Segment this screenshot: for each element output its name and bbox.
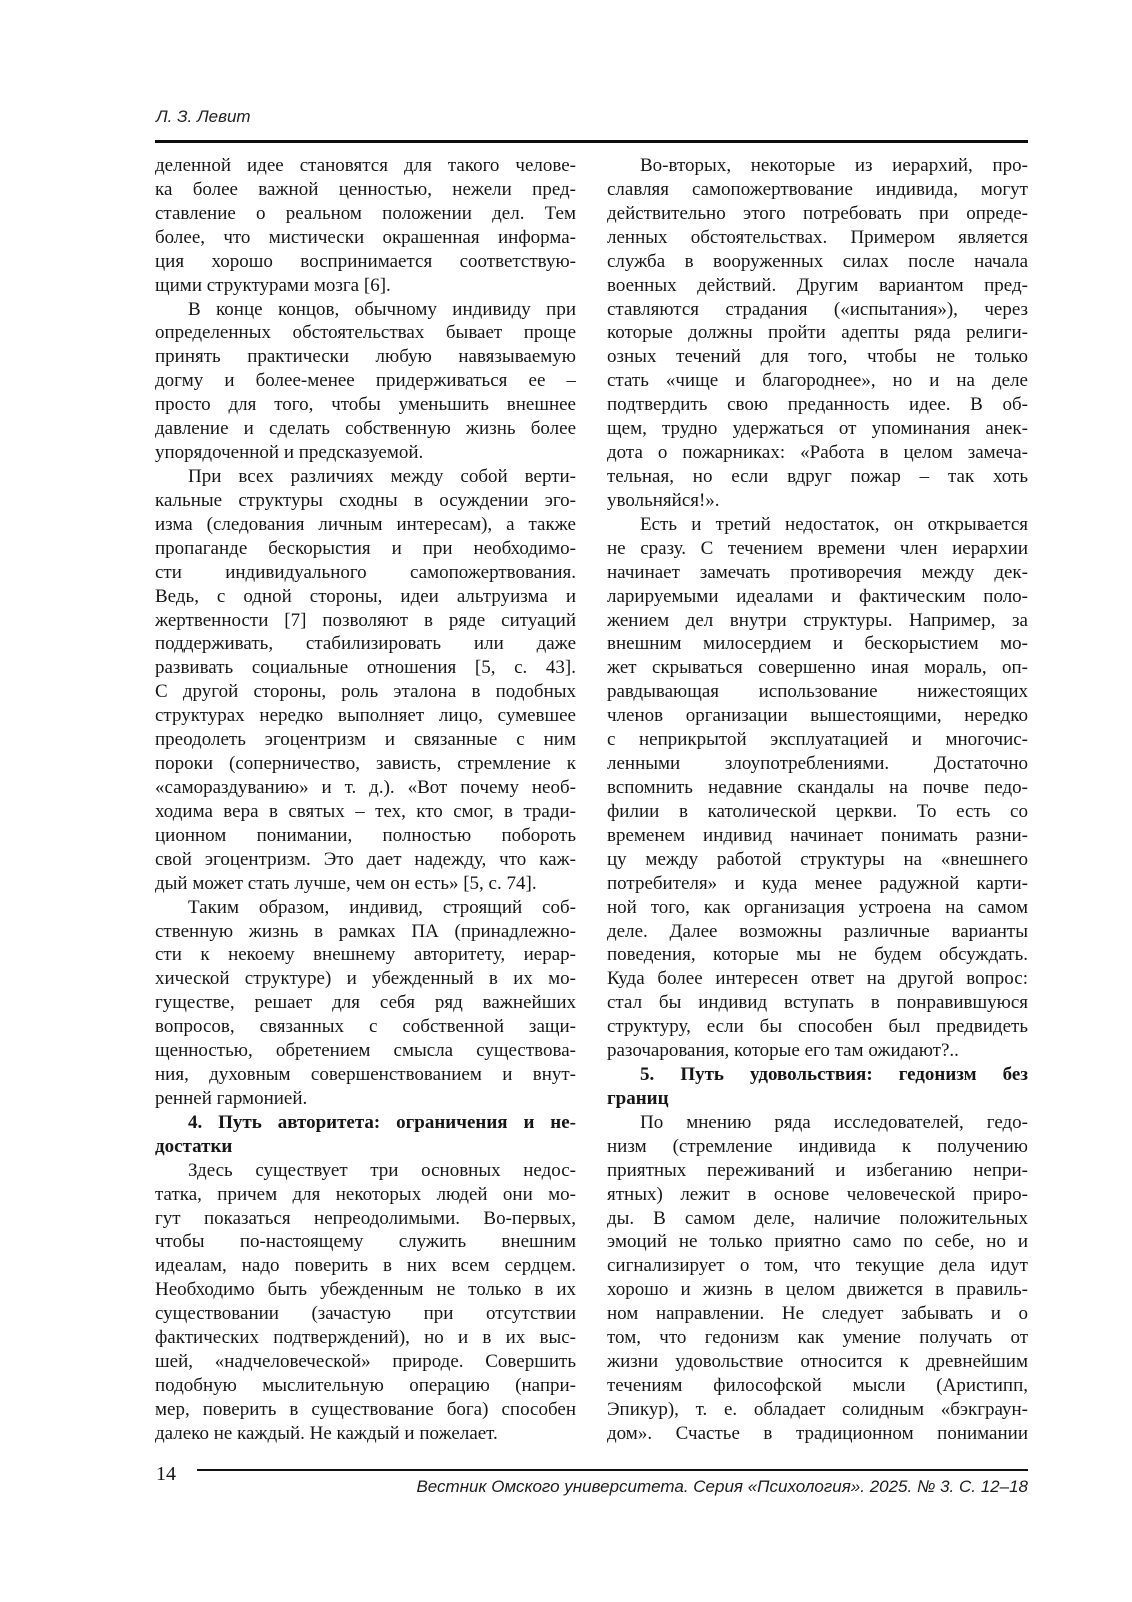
text-line: пропаганде бескорыстия и при необходимо- xyxy=(155,537,576,559)
text-line: чтобы по-настоящему служить внешним xyxy=(155,1231,576,1253)
text-line: временем индивид начинает понимать разни- xyxy=(607,824,1028,846)
paragraph xyxy=(155,1159,576,1446)
text-line: структуру, если бы способен был предвидеть xyxy=(607,1016,1028,1038)
text-line: хической структуре) и убежденный в их мо- xyxy=(155,968,576,990)
text-line: стал бы индивид вступать в понравившуюся xyxy=(607,992,1028,1014)
text-line: ном направлении. Не следует забывать и о xyxy=(607,1303,1028,1325)
text-line: эмоций не только приятно само по себе, но и xyxy=(607,1231,1028,1253)
text-line: просто для того, чтобы уменьшить внешнее xyxy=(155,394,576,416)
text-line: ятных) лежит в основе человеческой приро- xyxy=(607,1183,1028,1205)
text-line: Куда более интересен ответ на другой вопрос: xyxy=(607,968,1028,990)
text-line: жизни удовольствие относится к древнейшим xyxy=(607,1351,1028,1373)
text-line: С другой стороны, роль эталона в подобных xyxy=(155,681,576,703)
text-line: приятных переживаний и избеганию непри- xyxy=(607,1159,1028,1181)
text-line: равдывающая использование нижестоящих xyxy=(607,681,1028,703)
text-line: действительно этого потребовать при опреде- xyxy=(607,202,1028,224)
text-line: татка, причем для некоторых людей они мо- xyxy=(155,1183,576,1205)
paragraph xyxy=(607,154,1028,513)
left-column xyxy=(155,154,576,1446)
text-line: ной того, как организация устроена на самом xyxy=(607,896,1028,918)
text-line: хорошо и жизнь в целом движется в правиль- xyxy=(607,1279,1028,1301)
text-line: догму и более-менее придерживаться ее – xyxy=(155,370,576,392)
text-line: достатки xyxy=(155,1135,233,1157)
text-line: жением дел внутри структуры. Например, за xyxy=(607,609,1028,631)
text-line: ставляются страдания («испытания»), через xyxy=(607,298,1028,320)
journal-citation-line: Вестник Омского университета. Серия «Психология». 2025. № 3. С. 12–18 xyxy=(416,1477,1028,1496)
text-line: сти индивидуального самопожертвования. xyxy=(155,561,576,583)
text-line: В конце концов, обычному индивиду при xyxy=(188,298,576,320)
text-line: стать «чище и благороднее», но и на деле xyxy=(607,370,1028,392)
text-line: структурах нередко выполняет лицо, сумевшее xyxy=(155,705,576,727)
text-line: ходима вера в святых – тех, кто смог, в тради- xyxy=(155,800,576,822)
text-line: вспомнить недавние скандалы на почве педо- xyxy=(607,776,1028,798)
text-line: ленных обстоятельствах. Примером является xyxy=(607,226,1028,248)
text-line: щенностью, обретением смысла существова- xyxy=(155,1040,576,1062)
footer-rule xyxy=(197,1469,1028,1471)
text-line: озных течений для того, чтобы не только xyxy=(607,346,1028,368)
text-line: Есть и третий недостаток, он открывается xyxy=(640,513,1028,535)
text-line: жертвенности [7] позволяют в ряде ситуаций xyxy=(155,609,576,631)
right-column xyxy=(607,154,1028,1446)
text-line: 5. Путь удовольствия: гедонизм без xyxy=(640,1064,1028,1086)
text-line: определенных обстоятельствах бывает проще xyxy=(155,322,576,344)
text-line: кальные структуры сходны в осуждении эго- xyxy=(155,489,576,511)
section-heading xyxy=(607,1063,1028,1111)
text-line: подтвердить свою преданность идее. В об- xyxy=(607,394,1028,416)
section-heading xyxy=(155,1111,576,1159)
text-line: славляя самопожертвование индивида, могут xyxy=(607,178,1028,200)
text-line: с неприкрытой эксплуатацией и многочис- xyxy=(607,729,1028,751)
text-line: фактических подтверждений), но и в их выс- xyxy=(155,1327,576,1349)
page-number: 14 xyxy=(156,1463,176,1485)
text-line: дота о пожарниках: «Работа в целом замеча- xyxy=(607,442,1028,464)
text-line: сти к некоему внешнему авторитету, иерар- xyxy=(155,944,576,966)
text-line: далеко не каждый. Не каждый и пожелает. xyxy=(155,1422,498,1444)
text-line: «самораздуванию» и т. д.). «Вот почему необ- xyxy=(155,776,576,798)
text-line: поддерживать, стабилизировать или даже xyxy=(155,633,576,655)
text-line: поведения, которые мы не будем обсуждать. xyxy=(607,944,1028,966)
text-line: Эпикур), т. е. обладает солидным «бэкграун- xyxy=(607,1398,1028,1420)
article-body xyxy=(155,154,1028,1446)
text-line: низм (стремление индивида к получению xyxy=(607,1135,1028,1157)
text-line: начинает замечать противоречия между дек- xyxy=(607,561,1028,583)
text-line: гут показаться непреодолимыми. Во-первых, xyxy=(155,1207,576,1229)
text-line: ды. В самом деле, наличие положительных xyxy=(607,1207,1028,1229)
text-line: членов организации вышестоящими, нередко xyxy=(607,705,1028,727)
text-line: принять практически любую навязываемую xyxy=(155,346,576,368)
text-line: ренней гармонией. xyxy=(155,1087,308,1109)
text-line: не сразу. С течением времени член иерархии xyxy=(607,537,1028,559)
text-line: развивать социальные отношения [5, с. 43]. xyxy=(155,657,576,679)
paragraph xyxy=(155,154,576,298)
text-line: тельная, но если вдруг пожар – так хоть xyxy=(607,465,1028,487)
paragraph xyxy=(155,298,576,465)
text-line: увольняйся!». xyxy=(607,489,720,511)
text-line: служба в вооруженных силах после начала xyxy=(607,250,1028,272)
text-line: ция хорошо воспринимается соответствую- xyxy=(155,250,576,272)
text-line: щими структурами мозга [6]. xyxy=(155,274,391,296)
text-line: границ xyxy=(607,1087,669,1109)
text-line: разочарования, которые его там ожидают?.. xyxy=(607,1040,959,1062)
paragraph xyxy=(607,1111,1028,1446)
text-line: существовании (зачастую при отсутствии xyxy=(155,1303,576,1325)
text-line: При всех различиях между собой верти- xyxy=(188,465,576,487)
text-line: свой эгоцентризм. Это дает надежду, что каж- xyxy=(155,848,576,870)
text-line: сигнализирует о том, что текущие дела идут xyxy=(607,1255,1028,1277)
text-line: подобную мыслительную операцию (напри- xyxy=(155,1375,576,1397)
paragraph xyxy=(155,465,576,896)
text-line: давление и сделать собственную жизнь более xyxy=(155,418,576,440)
text-line: мер, поверить в существование бога) способен xyxy=(155,1398,576,1420)
text-line: идеалам, надо поверить в них всем сердцем. xyxy=(155,1255,576,1277)
text-line: преодолеть эгоцентризм и связанные с ним xyxy=(155,729,576,751)
text-line: дый может стать лучше, чем он есть» [5, с. 74]. xyxy=(155,872,537,894)
text-line: ционном понимании, полностью побороть xyxy=(155,824,576,846)
text-line: шей, «надчеловеческой» природе. Совершить xyxy=(155,1351,576,1373)
paragraph xyxy=(607,513,1028,1063)
text-line: внешним милосердием и бескорыстием мо- xyxy=(607,633,1028,655)
text-line: потребителя» и куда менее радужной карти- xyxy=(607,872,1028,894)
text-line: Таким образом, индивид, строящий соб- xyxy=(188,896,576,918)
text-line: том, что гедонизм как умение получать от xyxy=(607,1327,1028,1349)
text-line: ния, духовным совершенствованием и внут- xyxy=(155,1064,576,1086)
text-line: ставление о реальном положении дел. Тем xyxy=(155,202,576,224)
text-line: Во-вторых, некоторые из иерархий, про- xyxy=(640,155,1028,176)
text-line: ленными злоупотреблениями. Достаточно xyxy=(607,753,1028,775)
text-line: дом». Счастье в традиционном понимании xyxy=(607,1422,1028,1444)
text-line: цу между работой структуры на «внешнего xyxy=(607,848,1028,870)
text-line: Здесь существует три основных недос- xyxy=(188,1159,576,1181)
text-line: деленной идее становятся для такого челове- xyxy=(155,155,576,176)
text-line: Ведь, с одной стороны, идеи альтруизма и xyxy=(155,585,576,607)
text-line: Необходимо быть убежденным не только в их xyxy=(155,1279,576,1301)
text-line: гуществе, решает для себя ряд важнейших xyxy=(155,992,576,1014)
text-line: 4. Путь авторитета: ограничения и не- xyxy=(188,1111,576,1133)
text-line: пороки (соперничество, зависть, стремление к xyxy=(155,753,576,775)
text-line: ларируемыми идеалами и фактическим поло- xyxy=(607,585,1028,607)
text-line: По мнению ряда исследователей, гедо- xyxy=(640,1111,1028,1133)
text-line: более, что мистически окрашенная информа- xyxy=(155,226,576,248)
paragraph xyxy=(155,896,576,1111)
text-line: деле. Далее возможны различные варианты xyxy=(607,920,1028,942)
text-line: жет скрываться совершенно иная мораль, оп- xyxy=(607,657,1028,679)
running-head-author: Л. З. Левит xyxy=(156,107,251,126)
text-line: которые должны пройти адепты ряда религи- xyxy=(607,322,1028,344)
text-line: течениям философской мысли (Аристипп, xyxy=(607,1375,1028,1397)
text-line: щем, трудно удержаться от упоминания анек- xyxy=(607,418,1028,440)
text-line: изма (следования личным интересам), а также xyxy=(155,513,576,535)
text-line: упорядоченной и предсказуемой. xyxy=(155,442,424,464)
header-rule xyxy=(155,140,1028,143)
text-line: ственную жизнь в рамках ПА (принадлежно- xyxy=(155,920,576,942)
text-line: военных действий. Другим вариантом пред- xyxy=(607,274,1028,296)
text-line: филии в католической церкви. То есть со xyxy=(607,800,1028,822)
text-line: вопросов, связанных с собственной защи- xyxy=(155,1016,576,1038)
text-line: ка более важной ценностью, нежели пред- xyxy=(155,178,576,200)
